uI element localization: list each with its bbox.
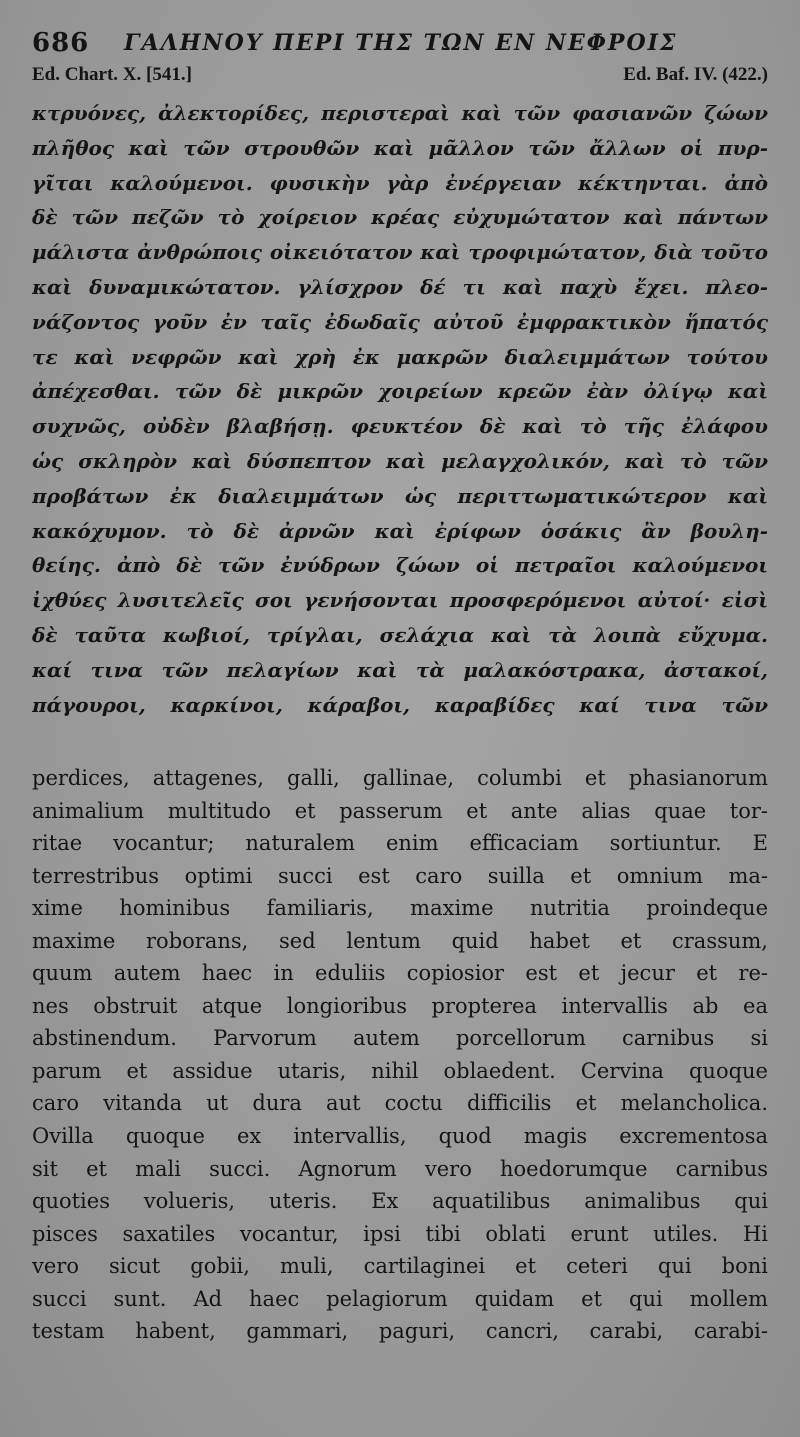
greek-text-line: τε καὶ νεφρῶν καὶ χρὴ ἐκ μακρῶν διαλειμμάτων τούτου [32, 344, 768, 369]
latin-text-line: pisces saxatiles vocantur, ipsi tibi oblati erunt utiles. Hi [32, 1221, 768, 1246]
latin-text-line: ritae vocantur; naturalem enim efficaciam sortiuntur. E [32, 831, 768, 856]
latin-text-line: nes obstruit atque longioribus propterea intervallis ab ea [32, 993, 768, 1018]
page-header [32, 28, 772, 64]
latin-text-block [32, 762, 768, 1348]
greek-text-line: ἀπέχεσθαι. τῶν δὲ μικρῶν χοιρείων κρεῶν ἐὰν ὀλίγῳ καὶ [32, 379, 768, 404]
edition-references [32, 64, 768, 92]
latin-text-line: vero sicut gobii, muli, cartilaginei et ceteri qui boni [32, 1254, 768, 1279]
greek-text-line: μάλιστα ἀνθρώποις οἰκειότατον καὶ τροφιμώτατον, διὰ τοῦτο [32, 240, 768, 265]
latin-text-line: maxime roborans, sed lentum quid habet et crassum, [32, 928, 768, 953]
greek-text-line: κτρυόνες, ἀλεκτορίδες, περιστεραὶ καὶ τῶν φασιανῶν ζώων [32, 101, 768, 125]
edition-ref-chartier: Ed. Chart. X. [541.] [32, 64, 192, 85]
greek-text-line: καὶ δυναμικώτατον. γλίσχρον δέ τι καὶ παχὺ ἔχει. πλεο- [32, 274, 768, 299]
latin-text-line: testam habent, gammari, paguri, cancri, carabi, carabi- [32, 1319, 768, 1344]
page-number: 686 [32, 28, 90, 58]
greek-text-line: ἰχθύες λυσιτελεῖς σοι γενήσονται προσφερόμενοι αὐτοί· εἰσὶ [32, 588, 768, 613]
greek-text-block [32, 96, 768, 722]
edition-ref-basel: Ed. Baf. IV. (422.) [623, 64, 768, 85]
latin-text-line: quum autem haec in eduliis copiosior est et jecur et re- [32, 961, 768, 986]
running-title: ΓΑΛΗΝΟΥ ΠΕΡΙ ΤΗΣ ΤΩΝ ΕΝ ΝΕΦΡΟΙΣ [124, 30, 678, 56]
latin-text-line: perdices, attagenes, galli, gallinae, columbi et phasianorum [32, 766, 768, 790]
greek-text-line: θείης. ἀπὸ δὲ τῶν ἐνύδρων ζώων οἱ πετραῖοι καλούμενοι [32, 553, 768, 578]
greek-text-line: ὡς σκληρὸν καὶ δύσπεπτον καὶ μελαγχολικόν, καὶ τὸ τῶν [32, 448, 768, 473]
greek-text-line: νάζοντος γοῦν ἐν ταῖς ἐδωδαῖς αὐτοῦ ἐμφρακτικὸν ἥπατός [32, 309, 768, 334]
latin-text-line: terrestribus optimi succi est caro suilla et omnium ma- [32, 863, 768, 888]
greek-text-line: δὲ ταῦτα κωβιοί, τρίγλαι, σελάχια καὶ τὰ λοιπὰ εὔχυμα. [32, 622, 768, 647]
greek-text-line: καί τινα τῶν πελαγίων καὶ τὰ μαλακόστρακα, ἀστακοί, [32, 657, 768, 682]
latin-text-line: parum et assidue utaris, nihil oblaedent. Cervina quoque [32, 1058, 768, 1083]
latin-text-line: quoties volueris, uteris. Ex aquatilibus animalibus qui [32, 1189, 768, 1214]
latin-text-line: caro vitanda ut dura aut coctu difficilis et melancholica. [32, 1091, 768, 1116]
greek-text-line: πλῆθος καὶ τῶν στρουθῶν καὶ μᾶλλον τῶν ἄλλων οἱ πυρ- [32, 135, 768, 160]
greek-text-line: γῖται καλούμενοι. φυσικὴν γὰρ ἐνέργειαν κέκτηνται. ἀπὸ [32, 170, 768, 195]
latin-text-line: animalium multitudo et passerum et ante alias quae tor- [32, 798, 768, 823]
greek-text-line: προβάτων ἐκ διαλειμμάτων ὡς περιττωματικώτερον καὶ [32, 483, 768, 508]
latin-text-line: Ovilla quoque ex intervallis, quod magis excrementosa [32, 1124, 768, 1149]
latin-text-line: succi sunt. Ad haec pelagiorum quidam et qui mollem [32, 1286, 768, 1311]
greek-text-line: δὲ τῶν πεζῶν τὸ χοίρειον κρέας εὐχυμώτατον καὶ πάντων [32, 205, 768, 230]
greek-text-line: πάγουροι, καρκίνοι, κάραβοι, καραβίδες καί τινα τῶν [32, 692, 768, 717]
latin-text-line: sit et mali succi. Agnorum vero hoedorumque carnibus [32, 1156, 768, 1181]
latin-text-line: abstinendum. Parvorum autem porcellorum carnibus si [32, 1026, 768, 1051]
greek-text-line: κακόχυμον. τὸ δὲ ἀρνῶν καὶ ἐρίφων ὁσάκις ἂν βουλη- [32, 518, 768, 543]
latin-text-line: xime hominibus familiaris, maxime nutritia proindeque [32, 896, 768, 921]
greek-text-line: συχνῶς, οὐδὲν βλαβήσῃ. φευκτέον δὲ καὶ τὸ τῆς ἐλάφου [32, 414, 768, 439]
